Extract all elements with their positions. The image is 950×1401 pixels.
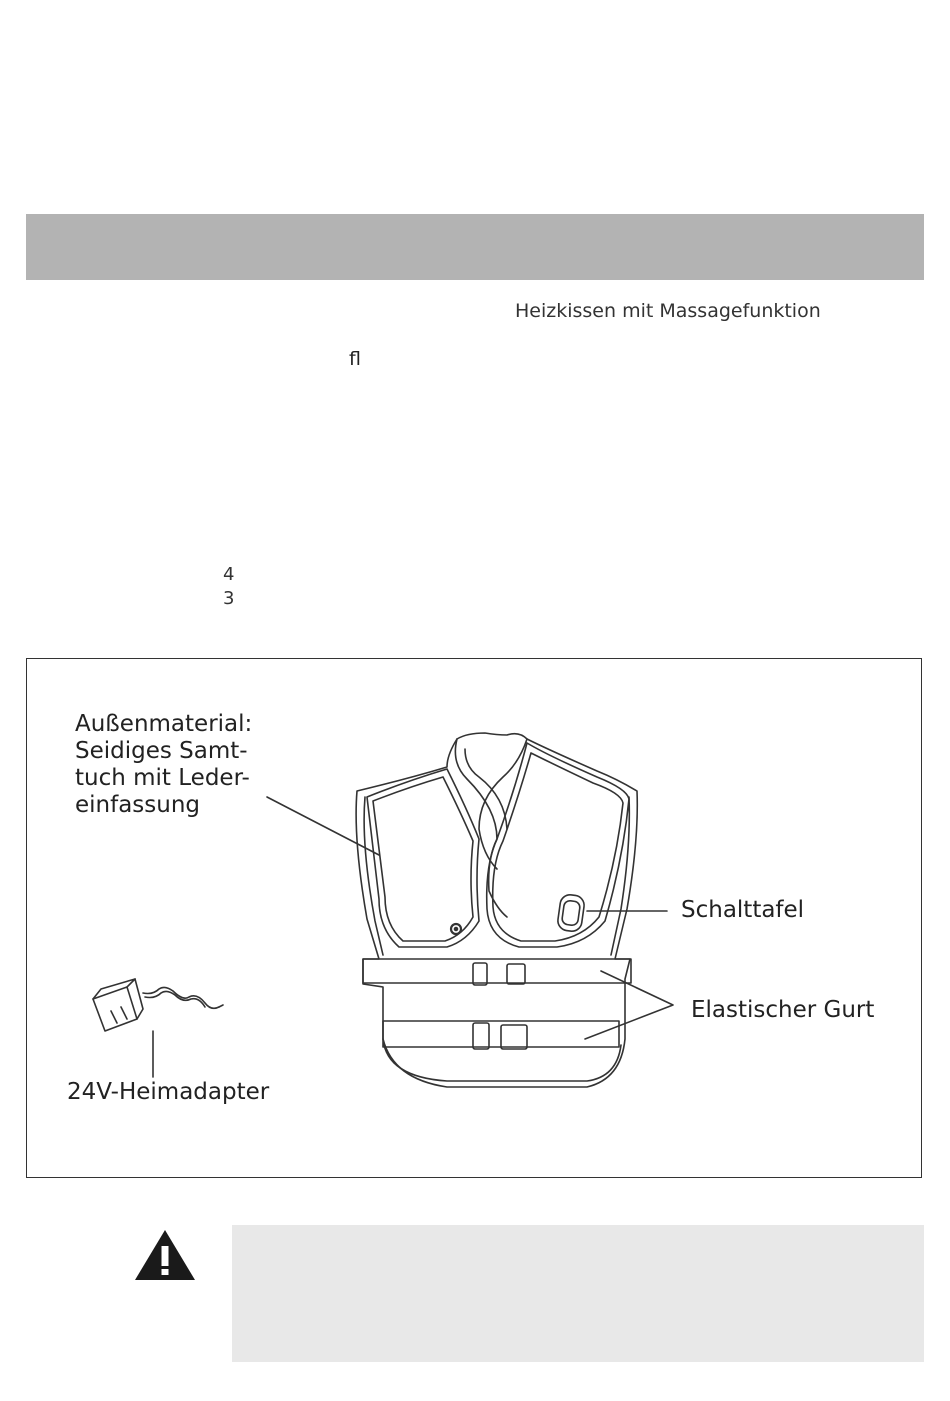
product-diagram	[26, 658, 922, 1178]
page-number-4: 4	[223, 564, 235, 585]
adapter-label: 24V-Heimadapter	[67, 1079, 270, 1105]
control-panel-label: Schalttafel	[681, 897, 805, 923]
warning-icon	[133, 1228, 197, 1282]
adapter-drawing	[93, 979, 223, 1031]
section-header-bar	[26, 214, 924, 280]
page-number-3: 3	[223, 588, 235, 609]
ligature-fragment: fl	[349, 348, 361, 370]
elastic-strap-label: Elastischer Gurt	[691, 997, 875, 1023]
outer-material-label: Außenmaterial: Seidiges Samt- tuch mit Leder- einfassung	[75, 711, 253, 818]
warning-box	[232, 1225, 924, 1362]
product-subtitle: Heizkissen mit Massagefunktion	[515, 300, 821, 322]
